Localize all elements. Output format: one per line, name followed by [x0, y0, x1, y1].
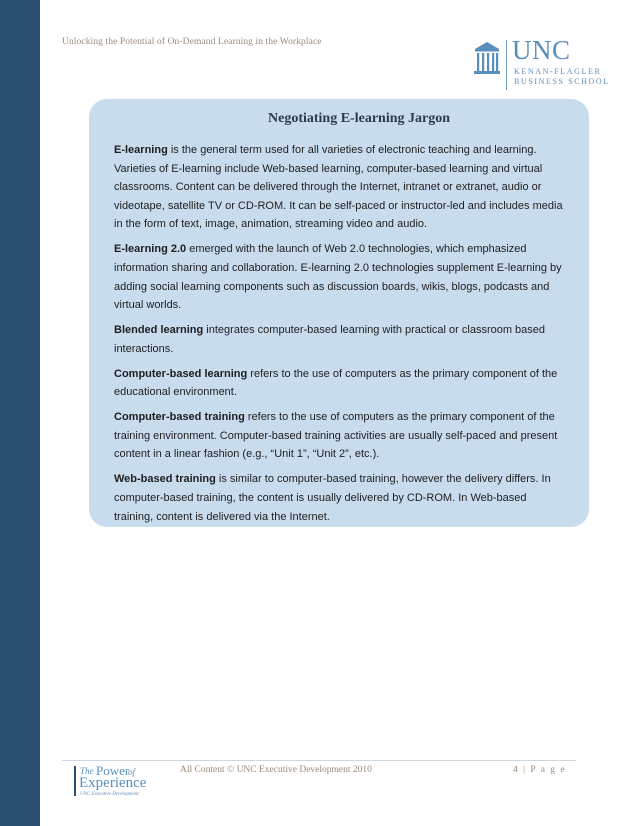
definition-text: integrates computer-based learning with practical or classroom based interactions.	[114, 324, 546, 355]
logo-bar	[74, 766, 76, 796]
definition-item	[114, 240, 566, 314]
definition-text: refers to the use of computers as the primary component of the training environment. Computer-based training activities are usually self-paced and present content in a linear fashion (e.g., “Unit 1”, “Unit 2”, etc.).	[114, 411, 558, 461]
power-of-experience-logo	[70, 764, 150, 800]
definition-item	[114, 321, 566, 358]
definition-term: Blended learning	[114, 324, 204, 337]
logo-divider	[506, 40, 507, 90]
logo-wordmark: UNC	[512, 35, 571, 65]
footer-copyright: All Content © UNC Executive Development 2010	[180, 765, 372, 775]
logo-subtitle: UNC Executive Development	[80, 792, 139, 797]
page-number: 4 | P a g e	[513, 765, 567, 775]
jargon-box	[89, 99, 589, 527]
old-well-icon	[472, 40, 502, 76]
logo-power: Power	[96, 763, 130, 778]
definition-term: Computer-based training	[114, 411, 245, 424]
footer-divider	[62, 760, 576, 761]
logo-of: of	[128, 767, 136, 777]
side-accent-bar	[0, 0, 40, 826]
box-title: Negotiating E-learning Jargon	[268, 111, 450, 126]
definition-item	[114, 141, 566, 234]
unc-logo	[472, 35, 610, 92]
definition-item	[114, 408, 566, 464]
definition-text: emerged with the launch of Web 2.0 technologies, which emphasized information sharing and collaboration. E-learning 2.0 technologies supplement E-learning by adding social learning components such as discussion boards, wikis, blogs, podcasts and virtual worlds.	[114, 243, 562, 312]
logo-school-line2: BUSINESS SCHOOL	[514, 77, 610, 86]
definition-item	[114, 365, 566, 402]
definition-text: is the general term used for all varieties of electronic teaching and learning. Varieties of E-learning include Web-based learning, computer-based learning and virtual classrooms. Content can be delivered through the Internet, intranet or extranet, audio or videotape, satellite TV or CD-ROM. It can be self-paced or instructor-led and includes media in the form of text, image, animation, streaming video and audio.	[114, 144, 563, 231]
definition-text: refers to the use of computers as the primary component of the educational environment.	[114, 367, 558, 399]
logo-school-line1: KENAN-FLAGLER	[514, 67, 602, 76]
definition-term: E-learning 2.0	[114, 243, 187, 256]
logo-experience: Experience	[79, 775, 147, 791]
definition-term: Web-based training	[114, 473, 216, 486]
definition-term: Computer-based learning	[114, 367, 248, 380]
running-header: Unlocking the Potential of On-Demand Learning in the Workplace	[62, 37, 322, 47]
definitions-list	[114, 141, 566, 533]
definition-term: E-learning	[114, 144, 168, 156]
logo-the: The	[80, 766, 94, 776]
definition-text: is similar to computer-based training, however the delivery differs. In computer-based training, the content is usually delivered by CD-ROM. In Web-based training, content is delivered via the Internet.	[114, 473, 551, 523]
definition-item	[114, 470, 566, 526]
